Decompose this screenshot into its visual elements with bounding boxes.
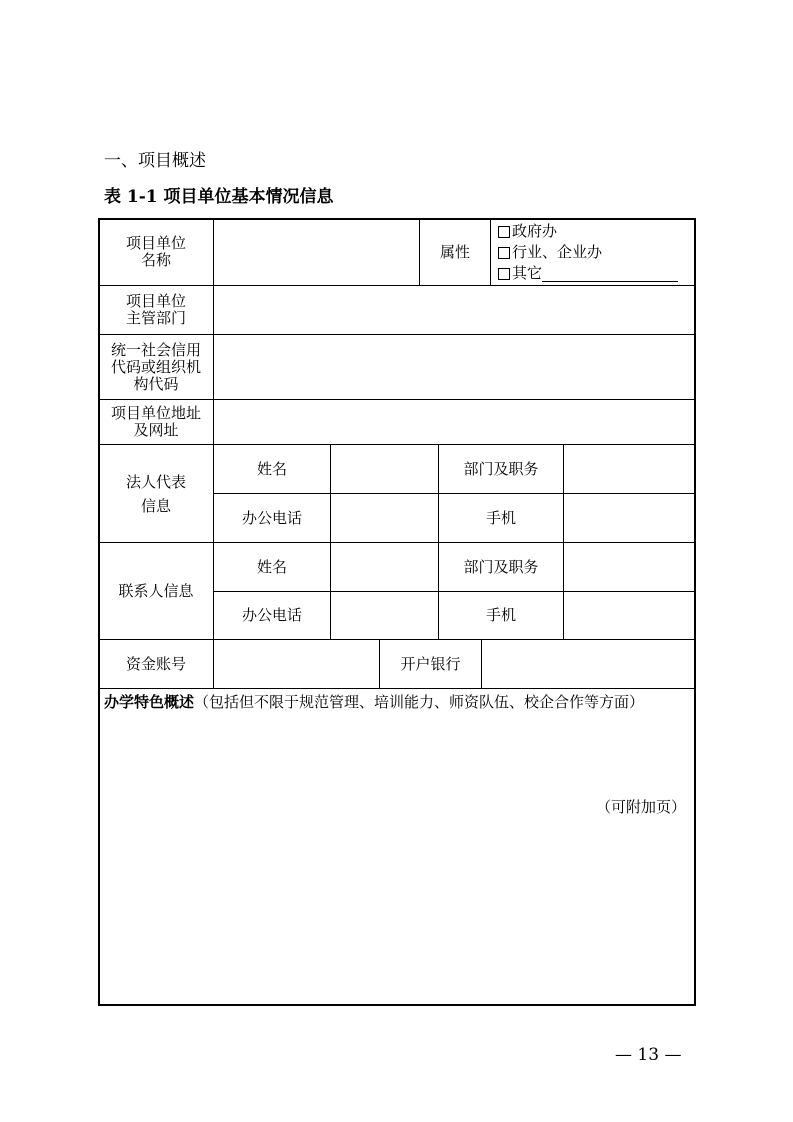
value-legal-dept[interactable]	[564, 445, 694, 493]
value-contact-name[interactable]	[331, 543, 438, 591]
label-credit-code: 统一社会信用 代码或组织机 构代码	[110, 340, 201, 393]
features-text-area[interactable]	[100, 712, 693, 1002]
attribute-options	[498, 221, 678, 284]
label-address: 项目单位地址 及网址	[110, 404, 201, 439]
value-credit-code[interactable]	[214, 335, 694, 399]
attach-note: （可附加页）	[596, 798, 687, 816]
table-border-right	[694, 218, 696, 1006]
label-attribute: 属性	[439, 242, 470, 261]
label-contact: 联系人信息	[118, 581, 194, 600]
checkbox-icon[interactable]	[498, 247, 510, 259]
row-line	[98, 688, 695, 689]
table-caption: 表 1-1 项目单位基本情况信息	[104, 187, 334, 207]
features-hint: （包括但不限于规范管理、培训能力、师资队伍、校企合作等方面）	[194, 693, 645, 711]
label-account: 资金账号	[125, 654, 186, 673]
page-number: — 13 —	[615, 1045, 682, 1065]
features-label: 办学特色概述	[104, 693, 195, 711]
value-supervisor[interactable]	[214, 286, 694, 334]
label-legal-rep: 法人代表 信息	[125, 472, 186, 515]
label-contact-dept: 部门及职务	[463, 557, 539, 576]
label-legal-mobile: 手机	[485, 508, 516, 527]
label-bank: 开户银行	[400, 654, 461, 673]
features-heading	[104, 691, 644, 712]
label-unit-name: 项目单位 名称	[125, 234, 186, 269]
col-line	[490, 218, 491, 285]
value-address[interactable]	[214, 400, 694, 444]
option-industry[interactable]: 行业、企业办	[498, 242, 678, 263]
value-unit-name[interactable]	[214, 219, 419, 285]
label-legal-dept: 部门及职务	[463, 459, 539, 478]
value-contact-phone[interactable]	[331, 592, 438, 639]
checkbox-icon[interactable]	[498, 226, 510, 238]
checkbox-icon[interactable]	[498, 268, 510, 280]
value-legal-mobile[interactable]	[564, 494, 694, 542]
label-legal-phone: 办公电话	[241, 508, 302, 527]
value-contact-dept[interactable]	[564, 543, 694, 591]
other-blank[interactable]	[542, 265, 678, 282]
value-legal-name[interactable]	[331, 445, 438, 493]
value-legal-phone[interactable]	[331, 494, 438, 542]
label-supervisor: 项目单位 主管部门	[125, 292, 186, 327]
value-contact-mobile[interactable]	[564, 592, 694, 639]
option-gov[interactable]: 政府办	[498, 221, 678, 242]
label-contact-phone: 办公电话	[241, 606, 302, 624]
section-heading: 一、项目概述	[104, 151, 206, 171]
label-legal-name: 姓名	[256, 459, 287, 478]
option-other[interactable]: 其它	[498, 263, 678, 284]
label-contact-mobile: 手机	[485, 606, 516, 624]
table-border-bottom	[98, 1004, 695, 1006]
value-bank[interactable]	[482, 640, 694, 688]
value-account[interactable]	[214, 640, 379, 688]
label-contact-name: 姓名	[256, 557, 287, 576]
